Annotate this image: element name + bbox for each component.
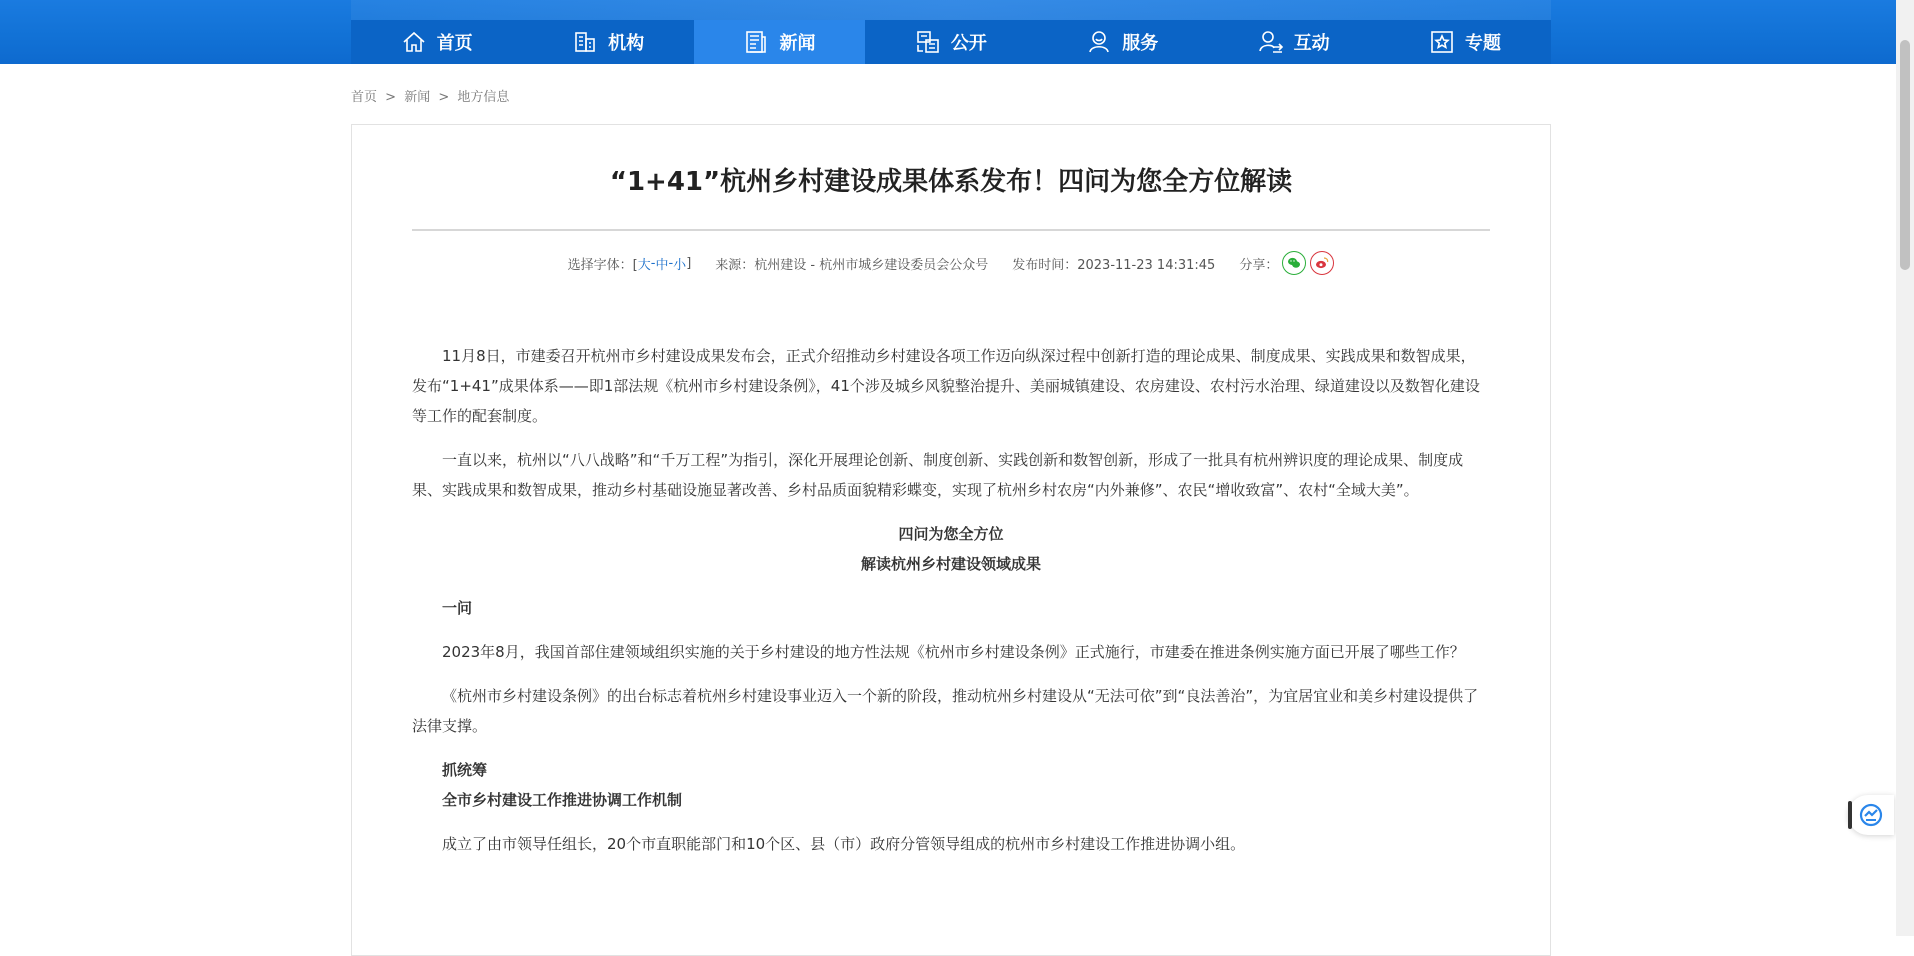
weibo-icon <box>1315 256 1329 270</box>
paragraph: 《杭州市乡村建设条例》的出台标志着杭州乡村建设事业迈入一个新的阶段，推动杭州乡村建设从“无法可依”到“良法善治”，为宜居宜业和美乡村建设提供了法律支撑。 <box>412 687 1479 735</box>
nav-item-label: 机构 <box>608 33 645 54</box>
nav-item-home[interactable] <box>351 20 522 64</box>
paragraph: 成立了由市领导任组长，20个市直职能部门和10个区、县（市）政府分管领导组成的杭州市乡村建设工作推进协调小组。 <box>442 835 1246 853</box>
subheading: 全市乡村建设工作推进协调工作机制 <box>442 791 683 809</box>
nav-item-public[interactable] <box>865 20 1036 64</box>
article-meta <box>352 251 1550 275</box>
article-source: 来源：杭州建设 - 杭州市城乡建设委员会公众号 <box>715 257 989 273</box>
font-large-button[interactable]: 大 <box>637 257 651 273</box>
floating-assistant-button[interactable] <box>1848 795 1894 835</box>
nav-item-news[interactable] <box>694 20 865 64</box>
breadcrumb-home[interactable]: 首页 <box>351 90 378 105</box>
nav-item-label: 新闻 <box>779 33 816 54</box>
news-icon <box>743 29 769 55</box>
header-banner <box>351 0 1551 20</box>
article-panel <box>351 124 1551 956</box>
wechat-share-button[interactable] <box>1282 251 1306 275</box>
page-scrollbar[interactable] <box>1896 0 1914 936</box>
share-group <box>1239 251 1334 275</box>
weibo-share-button[interactable] <box>1310 251 1334 275</box>
main-nav <box>351 20 1551 64</box>
wechat-icon <box>1287 256 1301 270</box>
breadcrumb-separator: > <box>385 90 397 105</box>
nav-item-org[interactable] <box>522 20 693 64</box>
scrollbar-thumb[interactable] <box>1900 40 1910 270</box>
question-heading: 一问 <box>442 599 473 617</box>
nav-item-label: 公开 <box>950 33 987 54</box>
article-body <box>412 341 1490 873</box>
title-divider <box>412 229 1490 231</box>
nav-item-label: 专题 <box>1465 33 1502 54</box>
site-header <box>0 0 1896 64</box>
paragraph: 2023年8月，我国首部住建领域组织实施的关于乡村建设的地方性法规《杭州市乡村建设条例》正式施行，市建委在推进条例实施方面已开展了哪些工作？ <box>442 643 1465 661</box>
home-icon <box>401 29 427 55</box>
breadcrumb-news[interactable]: 新闻 <box>404 90 431 105</box>
share-label: 分享： <box>1239 257 1279 273</box>
star-icon <box>1429 29 1455 55</box>
article-title: “1+41”杭州乡村建设成果体系发布！四问为您全方位解读 <box>609 167 1293 197</box>
font-size-selector <box>568 254 692 273</box>
nav-item-service[interactable] <box>1037 20 1208 64</box>
nav-item-label: 首页 <box>436 33 473 54</box>
publish-time: 发布时间：2023-11-23 14:31:45 <box>1012 257 1216 273</box>
section-heading: 四问为您全方位 <box>898 525 1004 543</box>
nav-item-topics[interactable] <box>1379 20 1550 64</box>
float-button-edge <box>1848 801 1852 829</box>
font-medium-button[interactable]: 中 <box>655 257 669 273</box>
breadcrumb-separator: > <box>438 90 450 105</box>
nav-item-label: 服务 <box>1122 33 1159 54</box>
font-size-label: 选择字体：[ <box>567 257 638 273</box>
paragraph: 11月8日，市建委召开杭州市乡村建设成果发布会，正式介绍推动乡村建设各项工作迈向纵深过程中创新打造的理论成果、制度成果、实践成果和数智成果，发布“1+41”成果体系——即1部法规《杭州市乡村建设条例》，41个涉及城乡风貌整治提升、美丽城镇建设、农房建设、农村污水治理、绿道建设以及数智化建设等工作的配套制度。 <box>412 347 1480 425</box>
font-dash: - <box>668 255 674 271</box>
building-icon <box>572 29 598 55</box>
font-size-close: ] <box>686 255 692 271</box>
font-small-button[interactable]: 小 <box>673 257 687 273</box>
paragraph: 一直以来，杭州以“八八战略”和“千万工程”为指引，深化开展理论创新、制度创新、实践创新和数智创新，形成了一批具有杭州辨识度的理论成果、制度成果、实践成果和数智成果，推动乡村基础设施显著改善、乡村品质面貌精彩蝶变，实现了杭州乡村农房“内外兼修”、农民“增收致富”、农村“全域大美”。 <box>412 451 1464 499</box>
assistant-icon <box>1858 802 1884 828</box>
section-heading: 解读杭州乡村建设领域成果 <box>860 555 1041 573</box>
breadcrumb-local-info[interactable]: 地方信息 <box>457 90 510 105</box>
user-service-icon <box>1086 29 1112 55</box>
document-icon <box>915 29 941 55</box>
nav-item-interaction[interactable] <box>1208 20 1379 64</box>
breadcrumb <box>351 86 509 105</box>
nav-item-label: 互动 <box>1293 33 1330 54</box>
font-dash: - <box>650 255 656 271</box>
interaction-icon <box>1258 29 1284 55</box>
subheading: 抓统筹 <box>442 761 488 779</box>
